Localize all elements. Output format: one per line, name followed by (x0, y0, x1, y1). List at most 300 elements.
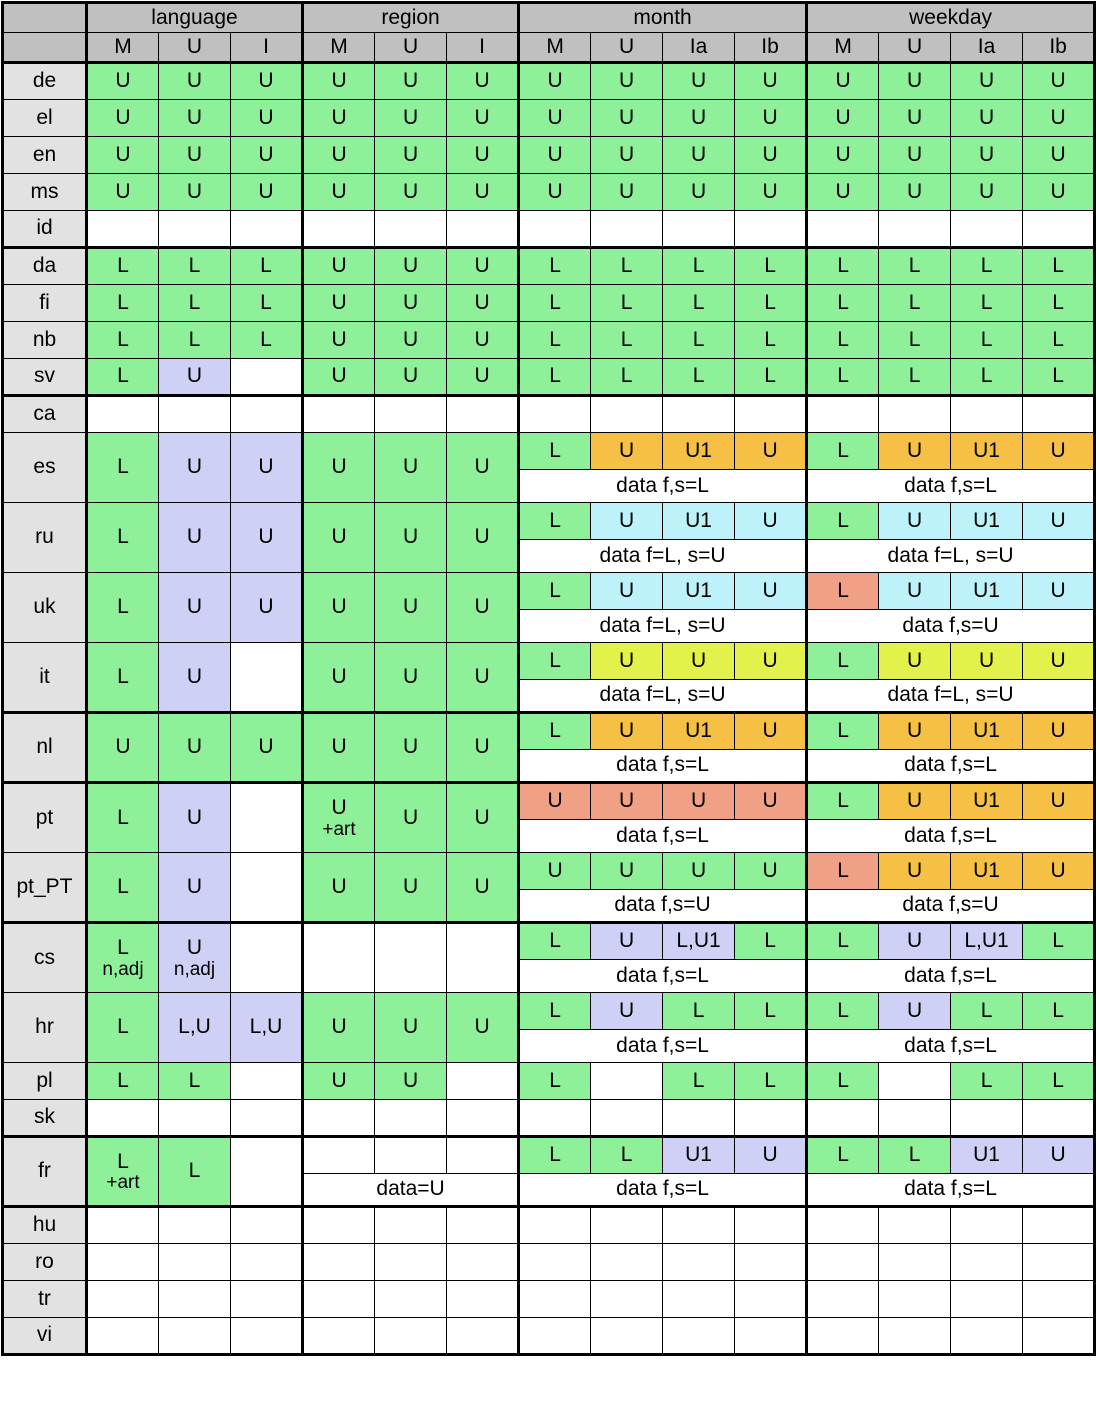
table-row (3, 1100, 1095, 1137)
cell-es-10 (807, 433, 879, 470)
cell-value: U (978, 142, 995, 166)
cell-value: U (547, 858, 563, 882)
cell-value: L (692, 998, 705, 1022)
cell-fi-6 (519, 285, 591, 322)
table-row (3, 174, 1095, 211)
cell-value: U (690, 179, 707, 203)
cell-value: U (835, 105, 851, 129)
cell-value: U (258, 525, 274, 549)
note-weekday-hr: data f,s=L (807, 1030, 1095, 1063)
cell-sv-2 (231, 359, 303, 396)
row-label-vi: vi (3, 1318, 87, 1355)
cell-hu-8 (663, 1207, 735, 1244)
cell-cs-1 (159, 923, 231, 993)
cell-value: L (764, 929, 776, 953)
cell-uk-13 (1023, 573, 1095, 610)
cell-nb-7 (591, 322, 663, 359)
cell-value: U1 (685, 578, 712, 602)
cell-pl-10 (807, 1063, 879, 1100)
case-usage-table (1, 1, 1096, 1356)
row-label-ru: ru (3, 503, 87, 573)
cell-fi-2 (231, 285, 303, 322)
cell-tr-4 (375, 1281, 447, 1318)
row-label-ca: ca (3, 396, 87, 433)
cell-da-13 (1023, 248, 1095, 285)
cell-value: U (331, 595, 347, 619)
cell-it-0 (87, 643, 159, 713)
table-row (3, 993, 1095, 1030)
cell-ru-13 (1023, 503, 1095, 540)
table-header (3, 3, 1095, 63)
cell-pl-11 (879, 1063, 951, 1100)
table-row (3, 503, 1095, 540)
cell-nb-3 (303, 322, 375, 359)
cell-sk-5 (447, 1100, 519, 1137)
cell-value: U (186, 936, 203, 960)
note-weekday-pt_PT: data f,s=U (807, 890, 1095, 923)
cell-value: U (1050, 858, 1066, 882)
cell-es-12 (951, 433, 1023, 470)
cell-da-0 (87, 248, 159, 285)
group-header-region: region (303, 3, 519, 33)
cell-value: L (980, 998, 993, 1022)
cell-value: L (549, 508, 561, 532)
cell-ro-13 (1023, 1244, 1095, 1281)
table-row (3, 1207, 1095, 1244)
cell-value: U (258, 735, 274, 759)
cell-value: U (1050, 105, 1066, 129)
cell-de-13 (1023, 63, 1095, 100)
cell-hu-0 (87, 1207, 159, 1244)
cell-pt-5 (447, 783, 519, 853)
cell-value: U (690, 648, 707, 672)
cell-nl-8 (663, 713, 735, 750)
cell-ro-6 (519, 1244, 591, 1281)
cell-tr-1 (159, 1281, 231, 1318)
cell-value: L (549, 929, 561, 953)
cell-value: U (762, 1143, 778, 1167)
cell-fr-9 (735, 1137, 807, 1174)
cell-value: U (547, 179, 563, 203)
cell-es-13 (1023, 433, 1095, 470)
cell-value: L (764, 290, 776, 314)
cell-ru-7 (591, 503, 663, 540)
cell-ro-0 (87, 1244, 159, 1281)
cell-value: U (1050, 578, 1066, 602)
cell-value: L (1052, 254, 1064, 278)
cell-de-7 (591, 63, 663, 100)
cell-tr-11 (879, 1281, 951, 1318)
cell-value: U (618, 648, 635, 672)
row-label-es: es (3, 433, 87, 503)
cell-sv-13 (1023, 359, 1095, 396)
cell-value: U (618, 858, 635, 882)
cell-pt-2 (231, 783, 303, 853)
cell-pt_PT-8 (663, 853, 735, 890)
cell-es-8 (663, 433, 735, 470)
cell-hr-13 (1023, 993, 1095, 1030)
cell-value: U1 (685, 438, 712, 462)
cell-subvalue: n,adj (173, 958, 216, 980)
cell-value: L (837, 1143, 849, 1167)
cell-sk-1 (159, 1100, 231, 1137)
cell-cs-2 (231, 923, 303, 993)
cell-pt-1 (159, 783, 231, 853)
cell-de-0 (87, 63, 159, 100)
cell-pt_PT-9 (735, 853, 807, 890)
cell-cs-11 (879, 923, 951, 960)
subheader-weekday-ib: Ib (1023, 33, 1095, 63)
cell-sk-3 (303, 1100, 375, 1137)
cell-ms-11 (879, 174, 951, 211)
cell-value: U (1050, 648, 1066, 672)
cell-value: L (117, 1068, 129, 1092)
cell-value: U (474, 664, 490, 688)
cell-de-8 (663, 63, 735, 100)
cell-value: U (618, 578, 635, 602)
cell-en-3 (303, 137, 375, 174)
cell-ca-0 (87, 396, 159, 433)
cell-en-0 (87, 137, 159, 174)
cell-vi-2 (231, 1318, 303, 1355)
cell-value: L,U (178, 1015, 211, 1039)
cell-value: U (402, 142, 419, 166)
cell-value: U (258, 142, 274, 166)
cell-fi-8 (663, 285, 735, 322)
cell-en-12 (951, 137, 1023, 174)
cell-hr-3 (303, 993, 375, 1063)
cell-es-0 (87, 433, 159, 503)
cell-hu-9 (735, 1207, 807, 1244)
cell-value: U (331, 735, 347, 759)
cell-value: U (1050, 142, 1066, 166)
cell-value: U (258, 179, 274, 203)
cell-value: U (186, 142, 203, 166)
cell-pt-11 (879, 783, 951, 820)
cell-value: U (115, 735, 131, 759)
cell-nl-4 (375, 713, 447, 783)
cell-uk-5 (447, 573, 519, 643)
cell-value: U (906, 929, 923, 953)
cell-value: U (906, 105, 923, 129)
cell-en-7 (591, 137, 663, 174)
cell-hr-2 (231, 993, 303, 1063)
cell-hr-6 (519, 993, 591, 1030)
cell-value: U (402, 595, 419, 619)
subheader-weekday-ia: Ia (951, 33, 1023, 63)
cell-nl-3 (303, 713, 375, 783)
cell-value: L (549, 254, 561, 278)
cell-value: U (474, 105, 490, 129)
cell-value: U (258, 69, 274, 93)
cell-pt_PT-11 (879, 853, 951, 890)
cell-nl-6 (519, 713, 591, 750)
cell-pt-9 (735, 783, 807, 820)
row-label-sk: sk (3, 1100, 87, 1137)
cell-uk-11 (879, 573, 951, 610)
group-header-weekday: weekday (807, 3, 1095, 33)
cell-sv-8 (663, 359, 735, 396)
table-row (3, 285, 1095, 322)
cell-value: U (258, 595, 274, 619)
table-row (3, 923, 1095, 960)
cell-el-10 (807, 100, 879, 137)
cell-sv-5 (447, 359, 519, 396)
cell-value: U (906, 648, 923, 672)
cell-sk-2 (231, 1100, 303, 1137)
note-month-fr: data f,s=L (519, 1174, 807, 1207)
cell-value: U (762, 789, 778, 813)
cell-fr-2 (231, 1137, 303, 1207)
cell-value: U (474, 455, 490, 479)
cell-value: U (402, 327, 419, 351)
cell-value: U (1050, 438, 1066, 462)
cell-nb-10 (807, 322, 879, 359)
cell-value: L (620, 1143, 633, 1167)
cell-sv-1 (159, 359, 231, 396)
cell-value: U1 (685, 1143, 712, 1167)
cell-ms-2 (231, 174, 303, 211)
cell-uk-1 (159, 573, 231, 643)
cell-hu-12 (951, 1207, 1023, 1244)
cell-value: L (692, 1068, 705, 1092)
cell-en-10 (807, 137, 879, 174)
cell-da-7 (591, 248, 663, 285)
cell-value: L (188, 1159, 201, 1183)
note-month-es: data f,s=L (519, 470, 807, 503)
cell-nb-9 (735, 322, 807, 359)
cell-el-13 (1023, 100, 1095, 137)
cell-value: L (837, 858, 849, 882)
cell-ru-1 (159, 503, 231, 573)
cell-value: L (764, 254, 776, 278)
cell-fr-13 (1023, 1137, 1095, 1174)
cell-vi-9 (735, 1318, 807, 1355)
cell-value: U (618, 438, 635, 462)
cell-ro-2 (231, 1244, 303, 1281)
cell-id-9 (735, 211, 807, 248)
cell-nl-1 (159, 713, 231, 783)
cell-value: L (1052, 290, 1064, 314)
cell-value: U (331, 142, 347, 166)
cell-ru-6 (519, 503, 591, 540)
cell-value: U (402, 1068, 419, 1092)
cell-value: L (980, 327, 993, 351)
cell-value: U (978, 105, 995, 129)
cell-uk-10 (807, 573, 879, 610)
cell-value: U (978, 648, 995, 672)
table-row (3, 1281, 1095, 1318)
cell-it-3 (303, 643, 375, 713)
cell-ms-5 (447, 174, 519, 211)
cell-hr-9 (735, 993, 807, 1030)
cell-value: L (908, 364, 921, 388)
cell-fi-0 (87, 285, 159, 322)
cell-pt_PT-6 (519, 853, 591, 890)
cell-value: U (1050, 789, 1066, 813)
cell-de-2 (231, 63, 303, 100)
row-label-hu: hu (3, 1207, 87, 1244)
cell-el-1 (159, 100, 231, 137)
row-label-da: da (3, 248, 87, 285)
cell-value: U (762, 858, 778, 882)
cell-vi-3 (303, 1318, 375, 1355)
cell-ro-12 (951, 1244, 1023, 1281)
cell-sv-4 (375, 359, 447, 396)
cell-value: U (331, 254, 347, 278)
row-label-pl: pl (3, 1063, 87, 1100)
cell-value: U (474, 69, 490, 93)
cell-ro-5 (447, 1244, 519, 1281)
cell-cs-9 (735, 923, 807, 960)
cell-pt-0 (87, 783, 159, 853)
cell-de-3 (303, 63, 375, 100)
cell-nl-5 (447, 713, 519, 783)
cell-value: U (762, 578, 778, 602)
cell-hr-1 (159, 993, 231, 1063)
cell-value: L (117, 874, 129, 898)
cell-value: L (117, 525, 129, 549)
cell-fr-1 (159, 1137, 231, 1207)
cell-id-5 (447, 211, 519, 248)
cell-cs-10 (807, 923, 879, 960)
cell-sv-7 (591, 359, 663, 396)
cell-pl-13 (1023, 1063, 1095, 1100)
cell-de-11 (879, 63, 951, 100)
cell-value: L (837, 648, 849, 672)
cell-value: L (980, 1068, 993, 1092)
cell-el-9 (735, 100, 807, 137)
cell-nb-13 (1023, 322, 1095, 359)
cell-uk-7 (591, 573, 663, 610)
cell-sv-6 (519, 359, 591, 396)
cell-value: U (331, 69, 347, 93)
cell-uk-12 (951, 573, 1023, 610)
cell-ca-1 (159, 396, 231, 433)
cell-id-12 (951, 211, 1023, 248)
note-weekday-ru: data f=L, s=U (807, 540, 1095, 573)
row-label-ms: ms (3, 174, 87, 211)
cell-ro-9 (735, 1244, 807, 1281)
cell-da-2 (231, 248, 303, 285)
cell-value: L (117, 254, 129, 278)
cell-value: U1 (685, 508, 712, 532)
cell-value: U (618, 508, 635, 532)
cell-value: L (764, 327, 776, 351)
cell-value: L (908, 290, 921, 314)
cell-value: L (764, 364, 776, 388)
cell-ms-4 (375, 174, 447, 211)
cell-en-11 (879, 137, 951, 174)
cell-fi-12 (951, 285, 1023, 322)
cell-value: U (331, 874, 347, 898)
cell-ca-13 (1023, 396, 1095, 433)
cell-value: U (402, 525, 419, 549)
cell-value: U (186, 595, 203, 619)
cell-pt-13 (1023, 783, 1095, 820)
cell-value: L (908, 254, 921, 278)
cell-vi-13 (1023, 1318, 1095, 1355)
note-month-pt: data f,s=L (519, 820, 807, 853)
cell-value: U (402, 805, 419, 829)
cell-value: L (549, 719, 561, 743)
cell-value: U (186, 805, 203, 829)
cell-value: L (549, 578, 561, 602)
cell-value: U (978, 179, 995, 203)
cell-value: U (331, 664, 347, 688)
cell-ca-5 (447, 396, 519, 433)
cell-ru-10 (807, 503, 879, 540)
cell-value: U (402, 455, 419, 479)
cell-sk-0 (87, 1100, 159, 1137)
cell-da-3 (303, 248, 375, 285)
cell-value: L (117, 327, 129, 351)
cell-hu-11 (879, 1207, 951, 1244)
cell-pt-10 (807, 783, 879, 820)
subheader-month-ib: Ib (735, 33, 807, 63)
corner-cell-2 (3, 33, 87, 63)
row-label-pt: pt (3, 783, 87, 853)
cell-value: U (1050, 508, 1066, 532)
cell-tr-2 (231, 1281, 303, 1318)
cell-value: L (117, 455, 129, 479)
cell-sv-12 (951, 359, 1023, 396)
cell-value: U (906, 142, 923, 166)
cell-ms-3 (303, 174, 375, 211)
cell-value: L (260, 290, 272, 314)
cell-pt_PT-12 (951, 853, 1023, 890)
cell-it-11 (879, 643, 951, 680)
cell-value: U (618, 105, 635, 129)
cell-value: L (980, 364, 993, 388)
cell-vi-11 (879, 1318, 951, 1355)
cell-el-6 (519, 100, 591, 137)
cell-value: L (549, 1143, 561, 1167)
cell-value: L (117, 664, 129, 688)
cell-value: L (908, 327, 921, 351)
cell-hr-10 (807, 993, 879, 1030)
cell-value: L (549, 327, 561, 351)
cell-value: U (978, 69, 995, 93)
cell-it-5 (447, 643, 519, 713)
cell-value: U (762, 508, 778, 532)
cell-fr-7 (591, 1137, 663, 1174)
cell-fr-5 (447, 1137, 519, 1174)
cell-value: U (547, 789, 563, 813)
cell-fi-13 (1023, 285, 1095, 322)
table-row (3, 783, 1095, 820)
table-row (3, 248, 1095, 285)
cell-sk-9 (735, 1100, 807, 1137)
cell-de-12 (951, 63, 1023, 100)
cell-hr-12 (951, 993, 1023, 1030)
cell-value: U1 (973, 508, 1000, 532)
cell-es-4 (375, 433, 447, 503)
cell-nl-0 (87, 713, 159, 783)
cell-tr-3 (303, 1281, 375, 1318)
cell-value: L (764, 1068, 776, 1092)
cell-value: L (620, 364, 633, 388)
cell-ms-1 (159, 174, 231, 211)
cell-value: U (835, 69, 851, 93)
cell-value: U (547, 142, 563, 166)
cell-pl-12 (951, 1063, 1023, 1100)
cell-sv-10 (807, 359, 879, 396)
cell-value: U (331, 796, 347, 820)
cell-it-12 (951, 643, 1023, 680)
cell-value: U (331, 364, 347, 388)
cell-value: U (331, 1015, 347, 1039)
